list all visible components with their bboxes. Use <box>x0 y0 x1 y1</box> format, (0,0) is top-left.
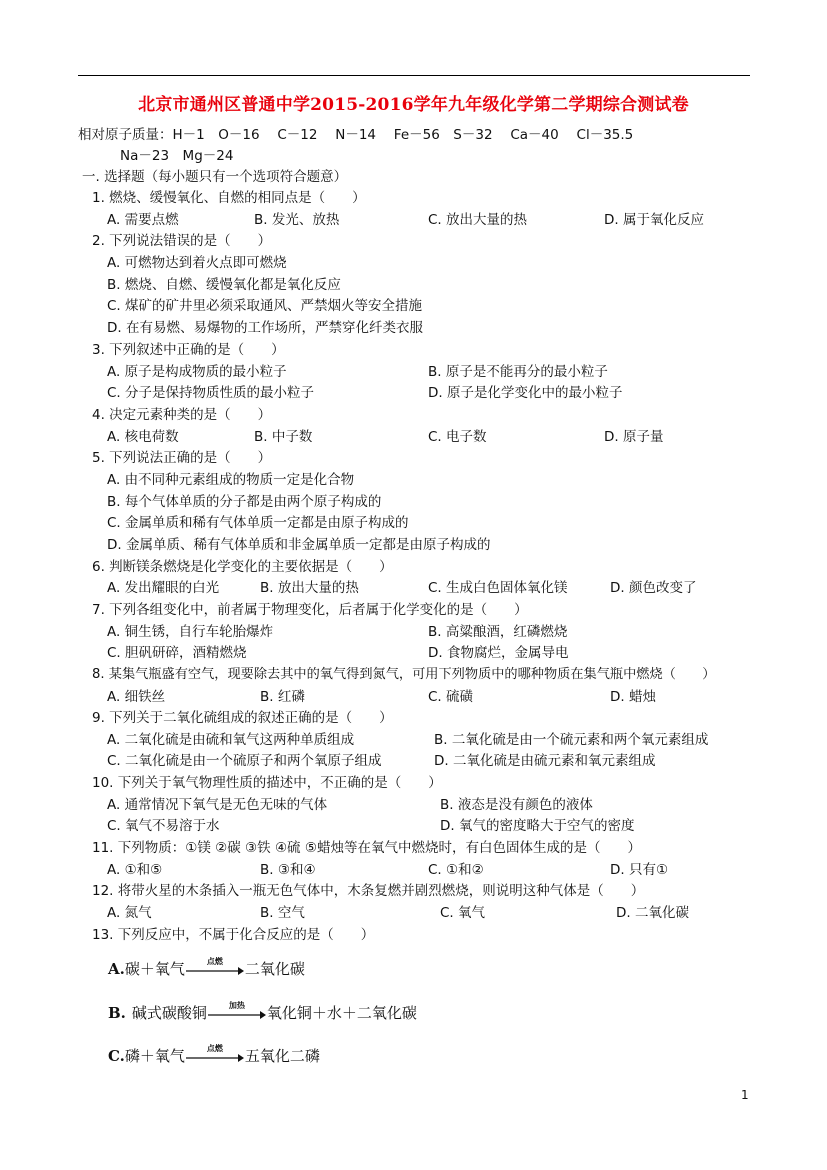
option: D. 蜡烛 <box>610 689 656 705</box>
option: D. 食物腐烂，金属导电 <box>428 645 569 661</box>
question-3-stem: 3. 下列叙述中正确的是（ ） <box>92 342 285 358</box>
question-10-stem: 10. 下列关于氧气物理性质的描述中，不正确的是（ ） <box>92 775 442 791</box>
option: B. 放出大量的热 <box>260 580 359 596</box>
option: C. 电子数 <box>428 429 487 445</box>
option: D. 氧气的密度略大于空气的密度 <box>440 818 635 834</box>
reaction-reactants: 碱式碳酸铜 <box>131 1004 207 1022</box>
arrow-icon <box>208 1011 266 1019</box>
option: B. 燃烧、自燃、缓慢氧化都是氧化反应 <box>107 277 341 293</box>
question-6-stem: 6. 判断镁条燃烧是化学变化的主要依据是（ ） <box>92 559 393 575</box>
question-1-stem: 1. 燃烧、缓慢氧化、自燃的相同点是（ ） <box>92 190 366 206</box>
header-rule <box>78 75 750 76</box>
option: D. 在有易燃、易爆物的工作场所，严禁穿化纤类衣服 <box>107 320 423 336</box>
option: A. 通常情况下氧气是无色无味的气体 <box>107 797 328 813</box>
option: A. 原子是构成物质的最小粒子 <box>107 364 287 380</box>
option: B. 发光、放热 <box>254 212 340 228</box>
option: C. 胆矾研碎，酒精燃烧 <box>107 645 247 661</box>
option: B. 红磷 <box>260 689 305 705</box>
option: D. 原子量 <box>604 429 664 445</box>
atomic-masses-line1: 相对原子质量：H－1 O－16 C－12 N－14 Fe－56 S－32 Ca－40 Cl－35.5 <box>78 127 634 143</box>
question-8-stem: 8. 某集气瓶盛有空气，现要除去其中的氧气得到氮气，可用下列物质中的哪种物质在集气瓶中燃烧（ ） <box>92 667 716 682</box>
option: C. ①和② <box>428 862 484 878</box>
option: A. 由不同种元素组成的物质一定是化合物 <box>107 472 355 488</box>
atomic-masses-line2: Na－23 Mg－24 <box>120 148 234 164</box>
arrow-icon <box>186 967 244 975</box>
reaction-label: B. <box>108 1003 126 1022</box>
question-4-stem: 4. 决定元素种类的是（ ） <box>92 407 272 423</box>
option: A. ①和⑤ <box>107 862 163 878</box>
option: A. 核电荷数 <box>107 429 179 445</box>
option: C. 金属单质和稀有气体单质一定都是由原子构成的 <box>107 515 409 531</box>
option: C. 生成白色固体氧化镁 <box>428 580 568 596</box>
option: D. 颜色改变了 <box>610 580 697 596</box>
option: A. 发出耀眼的白光 <box>107 580 220 596</box>
option: A. 细铁丝 <box>107 689 166 705</box>
reaction-arrow <box>208 1000 266 1020</box>
question-2-stem: 2. 下列说法错误的是（ ） <box>92 233 272 249</box>
option: D. 只有① <box>610 862 669 878</box>
question-13-stem: 13. 下列反应中，不属于化合反应的是（ ） <box>92 927 375 943</box>
option: B. 液态是没有颜色的液体 <box>440 797 593 813</box>
reaction-arrow <box>186 956 244 976</box>
reaction-products: 二氧化碳 <box>244 960 305 978</box>
option: C. 放出大量的热 <box>428 212 528 228</box>
reaction-condition: 点燃 <box>206 956 223 966</box>
reaction-reactants: 碳＋氧气 <box>124 960 185 978</box>
option: C. 氧气 <box>440 905 486 921</box>
reaction-products: 氧化铜＋水＋二氧化碳 <box>266 1004 417 1022</box>
option: D. 原子是化学变化中的最小粒子 <box>428 385 623 401</box>
option: D. 二氧化硫是由硫元素和氧元素组成 <box>434 753 656 769</box>
option: B. 原子是不能再分的最小粒子 <box>428 364 608 380</box>
option: D. 二氧化碳 <box>616 905 689 921</box>
option: C. 煤矿的矿井里必须采取通风、严禁烟火等安全措施 <box>107 298 423 314</box>
reaction-condition: 加热 <box>228 1000 245 1010</box>
question-11-stem: 11. 下列物质：①镁 ②碳 ③铁 ④硫 ⑤蜡烛等在氧气中燃烧时，有白色固体生成的是（ ） <box>92 840 641 856</box>
option: B. 空气 <box>260 905 305 921</box>
arrow-icon <box>186 1054 244 1062</box>
option: B. 每个气体单质的分子都是由两个原子构成的 <box>107 494 382 510</box>
page-title: 北京市通州区普通中学2015-2016学年九年级化学第二学期综合测试卷 <box>138 95 689 115</box>
option: A. 氮气 <box>107 905 152 921</box>
option: A. 铜生锈，自行车轮胎爆炸 <box>107 624 274 640</box>
reaction-label: C. <box>108 1046 125 1065</box>
question-9-stem: 9. 下列关于二氧化硫组成的叙述正确的是（ ） <box>92 710 393 726</box>
option: C. 分子是保持物质性质的最小粒子 <box>107 385 315 401</box>
section-heading: 一. 选择题（每小题只有一个选项符合题意） <box>82 169 348 185</box>
option: D. 属于氧化反应 <box>604 212 704 228</box>
question-5-stem: 5. 下列说法正确的是（ ） <box>92 450 272 466</box>
reaction-a <box>108 958 305 979</box>
option: C. 二氧化硫是由一个硫原子和两个氧原子组成 <box>107 753 382 769</box>
option: A. 需要点燃 <box>107 212 179 228</box>
reaction-b <box>108 1002 417 1023</box>
option: C. 氧气不易溶于水 <box>107 818 220 834</box>
reaction-arrow <box>186 1043 244 1063</box>
question-12-stem: 12. 将带火星的木条插入一瓶无色气体中，木条复燃并剧烈燃烧，则说明这种气体是（ ） <box>92 883 645 899</box>
reaction-reactants: 磷＋氧气 <box>124 1047 185 1065</box>
option: B. 二氧化硫是由一个硫元素和两个氧元素组成 <box>434 732 709 748</box>
page-number: 1 <box>741 1088 749 1102</box>
option: B. 中子数 <box>254 429 313 445</box>
option: B. 高粱酿酒，红磷燃烧 <box>428 624 568 640</box>
option: A. 二氧化硫是由硫和氧气这两种单质组成 <box>107 732 355 748</box>
option: B. ③和④ <box>260 862 316 878</box>
reaction-condition: 点燃 <box>206 1043 223 1053</box>
reaction-products: 五氧化二磷 <box>244 1047 320 1065</box>
reaction-c <box>108 1045 320 1066</box>
reaction-label: A. <box>108 959 125 978</box>
option: A. 可燃物达到着火点即可燃烧 <box>107 255 287 271</box>
option: D. 金属单质、稀有气体单质和非金属单质一定都是由原子构成的 <box>107 537 491 553</box>
question-7-stem: 7. 下列各组变化中，前者属于物理变化，后者属于化学变化的是（ ） <box>92 602 528 618</box>
option: C. 硫磺 <box>428 689 474 705</box>
